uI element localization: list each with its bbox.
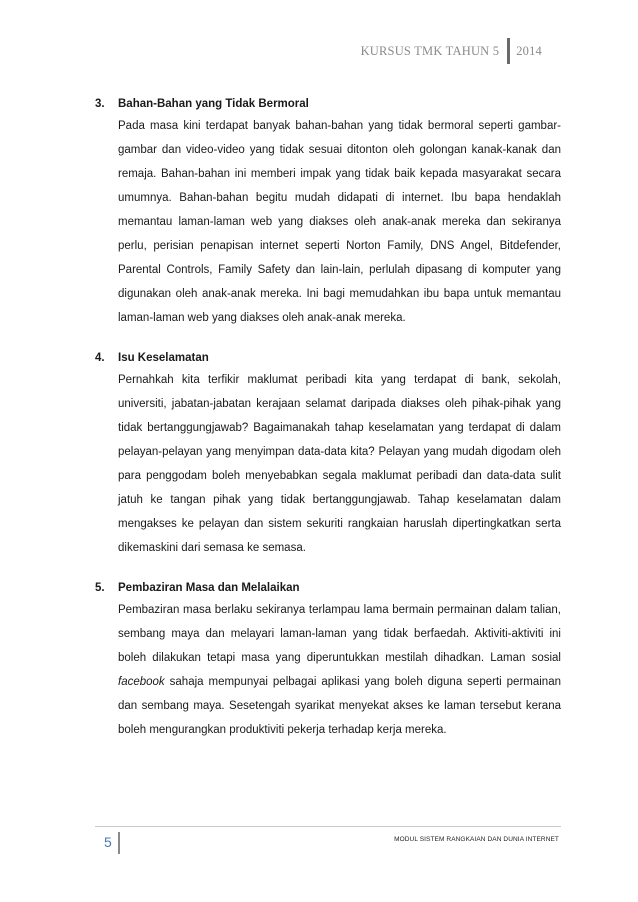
section-title: Pembaziran Masa dan Melalaikan <box>118 582 300 594</box>
header-divider <box>507 38 510 64</box>
page-header <box>361 38 542 64</box>
section-number: 4. <box>95 352 105 364</box>
section-number: 3. <box>95 98 105 110</box>
section-heading <box>95 348 561 368</box>
paragraph-text: sahaja mempunyai pelbagai aplikasi yang boleh diguna seperti permainan dan sembang maya. Sesetengah syarikat menyekat akses ke laman tersebut kerana boleh mengurangkan produktiviti pekerja terhadap kerja mereka. <box>118 676 561 736</box>
page-content <box>95 94 561 760</box>
section-heading <box>95 578 561 598</box>
section-paragraph: Pada masa kini terdapat banyak bahan-bahan yang tidak bermoral seperti gambar-gambar dan video-video yang tidak sesuai ditonton oleh golongan kanak-kanak dan remaja. Bahan-bahan ini memberi impak yang tidak baik kepada masyarakat secara umumnya. Bahan-bahan begitu mudah didapati di internet. Ibu bapa hendaklah memantau laman-laman web yang diakses oleh anak-anak mereka dan sekiranya perlu, perisian penapisan internet seperti Norton Family, DNS Angel, Bitdefender, Parental Controls, Family Safety dan lain-lain, perlulah dipasang di komputer yang digunakan oleh anak-anak mereka. Ini bagi memudahkan ibu bapa untuk memantau laman-laman web yang diakses oleh anak-anak mereka. <box>118 120 561 324</box>
section-pembaziran-masa <box>95 578 561 742</box>
section-heading <box>95 94 561 114</box>
section-paragraph: Pernahkah kita terfikir maklumat peribadi kita yang terdapat di bank, sekolah, universiti, jabatan-jabatan kerajaan selamat daripada diakses oleh pihak-pihak yang tidak bertanggungjawab? Bagaimanakah tahap keselamatan yang terdapat di dalam pelayan-pelayan yang menyimpan data-data kita? Pelayan yang mudah digodam oleh para penggodam boleh menyebabkan segala maklumat peribadi dan data-data sulit jatuh ke tangan pihak yang tidak bertanggungjawab. Tahap keselamatan dalam mengakses ke pelayan dan sistem sekuriti rangkaian haruslah dipertingkatkan serta dikemaskini dari semasa ke semasa. <box>118 374 561 554</box>
section-title: Bahan-Bahan yang Tidak Bermoral <box>118 98 309 110</box>
footer-divider <box>95 826 561 827</box>
section-paragraph <box>118 598 561 742</box>
page-number-bar <box>118 832 120 854</box>
section-number: 5. <box>95 582 105 594</box>
section-title: Isu Keselamatan <box>118 352 209 364</box>
header-year: 2014 <box>516 43 542 58</box>
footer-module-title: MODUL SISTEM RANGKAIAN DAN DUNIA INTERNET <box>394 836 559 843</box>
page-number: 5 <box>104 834 112 850</box>
header-title: KURSUS TMK TAHUN 5 <box>360 43 500 58</box>
section-bahan-tidak-bermoral <box>95 94 561 330</box>
section-isu-keselamatan <box>95 348 561 560</box>
paragraph-text: Pembaziran masa berlaku sekiranya terlampau lama bermain permainan dalam talian, sembang maya dan melayari laman-laman yang tidak berfaedah. Aktiviti-aktiviti ini boleh dilakukan tetapi masa yang diperuntukkan mestilah dihadkan. Laman sosial <box>118 604 561 664</box>
facebook-text: facebook <box>118 676 165 688</box>
